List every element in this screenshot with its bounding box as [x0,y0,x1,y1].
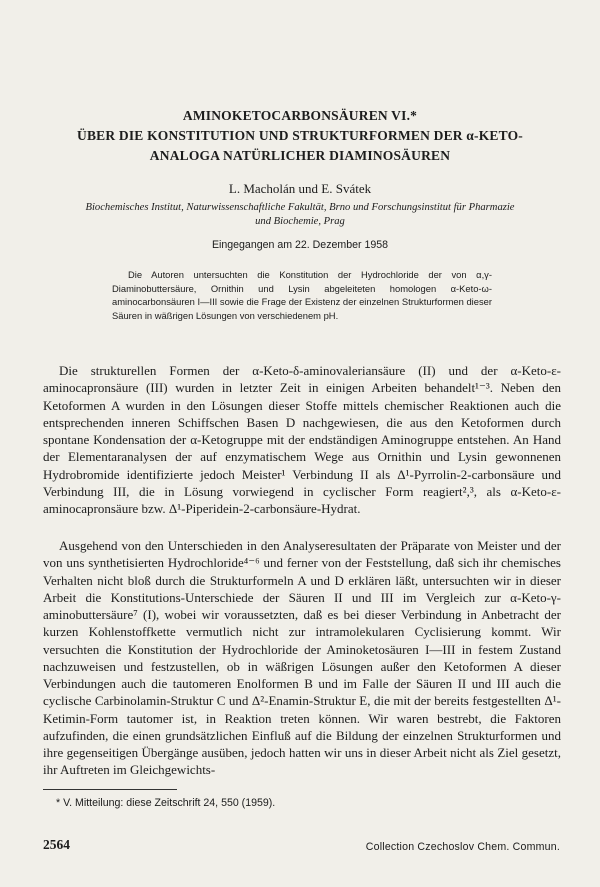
footnote-rule [43,789,177,790]
page-number: 2564 [43,837,70,852]
journal-name: Collection Czechoslov Chem. Commun. [365,841,560,853]
received-date: Eingegangen am 22. Dezember 1958 [211,239,389,251]
article-title-line-3: ANALOGA NATÜRLICHER DIAMINOSÄUREN [149,148,451,163]
body-paragraph-2: Ausgehend von den Unterschieden in den Analyseresultaten der Präparate von Meister und der von uns synthetisierten Hydrochloride⁴⁻⁶ und ferner von der Feststellung, daß sich ihr chemisches Verhalten nicht bloß durch die Strukturformeln A und D erklären läßt, untersuchten wir in dieser Arbeit die Konstitutions-Unterschiede der Säuren II und III im Vergleich zur α-Keto-γ-aminobuttersäure⁷ (I), wobei wir voraussetzten, daß es bei dieser Verbindung in Anbetracht der kurzen Kohlenstoffkette vermutlich nicht zur intramolekularen Cyclisierung kommt. Wir versuchten die Konstitution der Hydrochloride der Aminoketosäuren I—III in festem Zustand nachzuweisen und festzustellen, ob in wäßrigen Lösungen außer den Ketoformen A dieser Verbindungen auch die tautomeren Enolformen B und im Falle der Säuren II und III auch die cyclische Carbinolamin-Struktur C und Δ²-Enamin-Struktur E, die mit der bereits festgestellten Δ¹-Ketimin-Form tautomer ist, in Reaktion treten können. Wir waren bestrebt, die Faktoren aufzufinden, die einen grundsätzlichen Einfluß auf die Bildung der einzelnen Strukturformen und ihre gegenseitigen Übergänge ausüben, jedoch hatten wir uns in dieser Arbeit nicht als Ziel gesetzt, ihr Auftreten im Gleichgewichts- [43,538,561,778]
affiliation-line-2: und Biochemie, Prag [255,216,345,227]
footnote: * V. Mitteilung: diese Zeitschrift 24, 550 (1959). [56,797,276,809]
abstract: Die Autoren untersuchten die Konstitution der Hydrochloride der von α,γ-Diaminobuttersäure, Ornithin und Lysin abgeleiteten homologen α-Keto-ω-aminocarbonsäuren I—III sowie die Frage der Existenz der einzelnen Strukturformen dieser Säuren in wäßrigen Lösungen von verschiedenem pH. [112,269,492,321]
authors: L. Macholán und E. Svátek [228,181,372,196]
article-title-line-2: ÜBER DIE KONSTITUTION UND STRUKTURFORMEN DER α-KETO- [77,128,523,143]
article-title-line-1: AMINOKETOCARBONSÄUREN VI.* [182,108,418,123]
body-paragraph-1: Die strukturellen Formen der α-Keto-δ-aminovaleriansäure (II) und der α-Keto-ε-aminocapronsäure (III) wurden in letzter Zeit in einigen Arbeiten behandelt¹⁻³. Neben den Ketoformen A wurden in den Lösungen dieser Stoffe mittels chemischer Reaktionen auch die entsprechenden inneren Schiffschen Basen D nachgewiesen, die aus den Ketoformen durch spontane Kondensation der α-Ketogruppe mit der endständigen Aminogruppe entstehen. An Hand der Elementaranalysen der auf enzymatischem Wege aus Ornithin und Lysin gewonnenen Hydrobromide identifizierte jedoch Meister¹ Verbindung II als Δ¹-Pyrrolin-2-carbonsäure und Verbindung III, die in Lösung vorwiegend in cyclischer Form reagiert²,³, als α-Keto-ε-aminocapronsäure bzw. Δ¹-Piperidein-2-carbonsäure-Hydrat. [43,363,561,516]
affiliation-line-1: Biochemisches Institut, Naturwissenschaftliche Fakultät, Brno und Forschungsinstitut für Pharmazie [85,202,515,213]
